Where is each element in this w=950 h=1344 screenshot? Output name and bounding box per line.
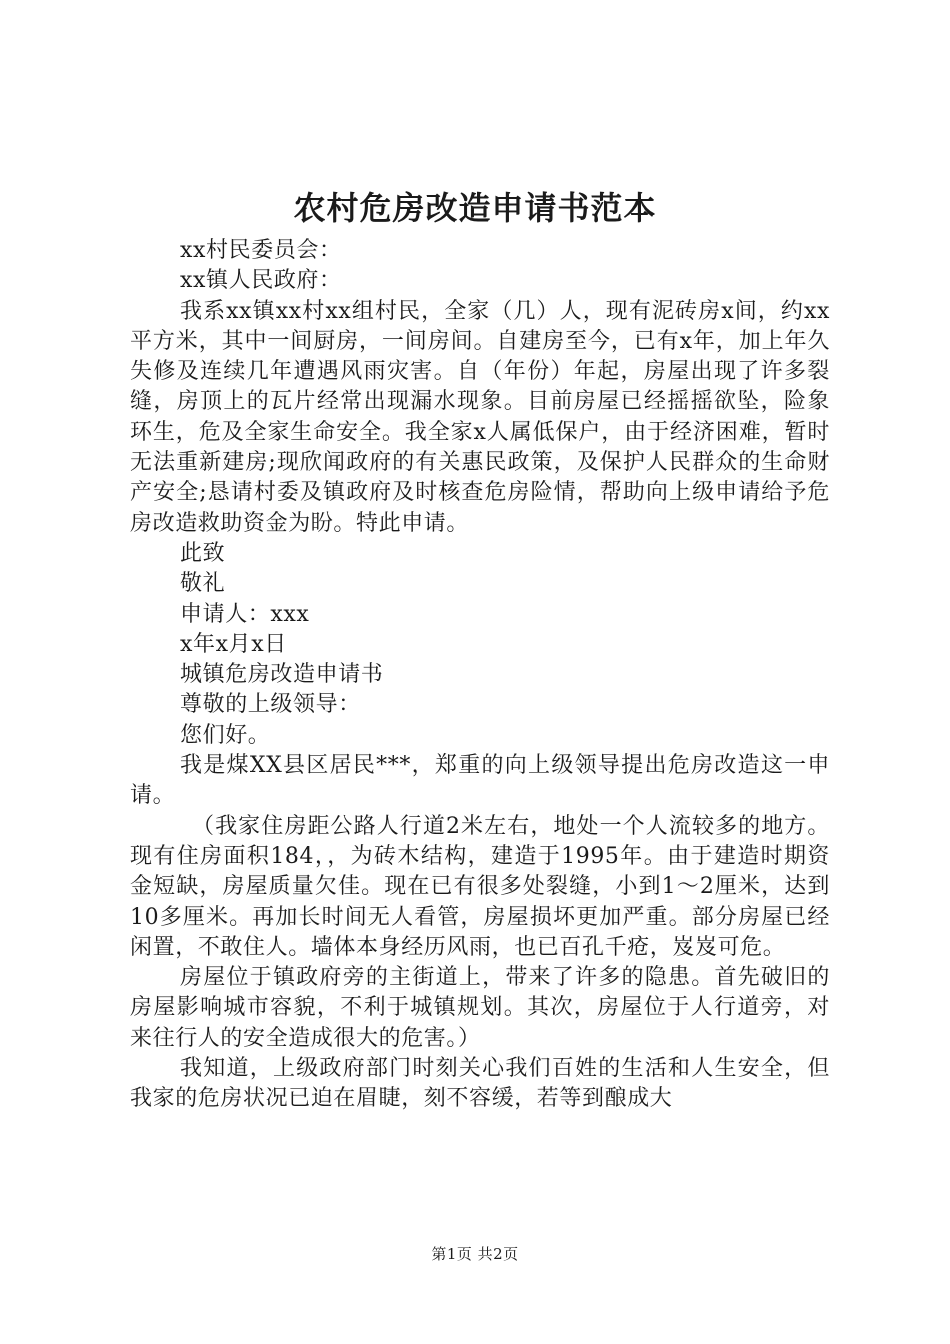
document-title: 农村危房改造申请书范本: [293, 189, 657, 227]
salutation-line: 尊敬的上级领导：: [180, 692, 361, 718]
paragraph-house-condition: （我家住房距公路人行道2米左右，地处一个人流较多的地方。现有住房面积184，，为砖木结构，建造于1995年。由于建造时期资金短缺，房屋质量欠佳。现在已有很多处裂缝，小到1～2厘米，达到10多厘米。再加长时间无人看管，房屋损坏更加严重。部分房屋已经闲置，不敢住人。墙体本身经历风雨，也已百孔千疮，岌岌可危。: [130, 813, 830, 960]
closing-line-2: 敬礼: [180, 571, 226, 597]
date-line: x年x月x日: [180, 631, 287, 657]
paragraph-location: 房屋位于镇政府旁的主街道上，带来了许多的隐患。首先破旧的房屋影响城市容貌，不利于城镇规划。其次，房屋位于人行道旁，对来往行人的安全造成很大的危害。）: [130, 965, 830, 1051]
page-footer: 第1页 共2页: [431, 1245, 519, 1263]
addressee-village: xx村民委员会：: [180, 238, 342, 263]
paragraph-request: 我知道，上级政府部门时刻关心我们百姓的生活和人生安全，但我家的危房状况已迫在眉睫，刻不容缓，若等到酿成大: [130, 1056, 830, 1112]
closing-line-1: 此致: [180, 540, 226, 566]
document-body: [130, 236, 830, 1115]
applicant-line: 申请人：xxx: [180, 601, 310, 627]
addressee-town: xx镇人民政府：: [180, 268, 342, 294]
greeting-line: 您们好。: [180, 722, 271, 748]
paragraph-application: 我系xx镇xx村xx组村民，全家（几）人，现有泥砖房x间，约xx平方米，其中一间厨房，一间房间。自建房至今，已有x年，加上年久失修及连续几年遭遇风雨灾害。自（年份）年起，房屋出现了许多裂缝，房顶上的瓦片经常出现漏水现象。目前房屋已经摇摇欲坠，险象环生，危及全家生命安全。我全家x人属低保户，由于经济困难，暂时无法重新建房;现欣闻政府的有关惠民政策，及保护人民群众的生命财产安全;恳请村委及镇政府及时核查危房险情，帮助向上级申请给予危房改造救助资金为盼。特此申请。: [130, 298, 830, 536]
paragraph-intro: 我是煤XX县区居民***，郑重的向上级领导提出危房改造这一申请。: [130, 753, 830, 809]
section-subtitle: 城镇危房改造申请书: [180, 662, 384, 688]
